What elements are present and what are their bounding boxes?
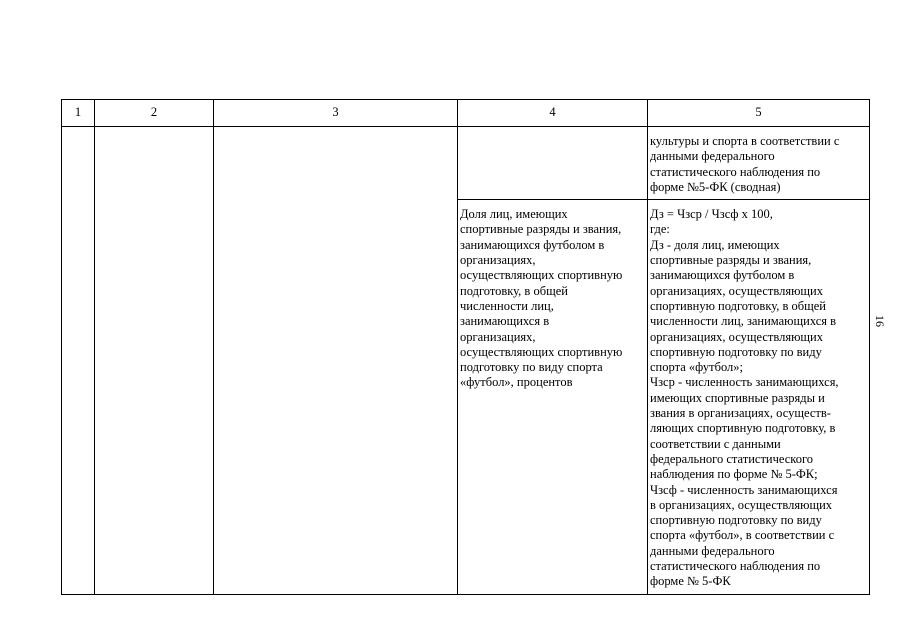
table-row — [62, 127, 870, 200]
column-header-2: 2 — [95, 100, 214, 127]
table-cell-col1 — [62, 127, 95, 595]
column-header-5: 5 — [648, 100, 870, 127]
table-cell-col3 — [214, 127, 458, 595]
indicator-name-cell: Доля лиц, имеющих спортивные разряды и звания, занимающихся футболом в организациях, осуществляющих спортивную подготовку, в общей численности лиц, занимающихся в организациях, осуществляющих спортивную подготовку по виду спорта «футбол», процентов — [458, 200, 648, 594]
table-header-row — [62, 100, 870, 127]
table-cell-col5: культуры и спорта в соответствии с данными федерального статистического наблюдения по форме №5-ФК (сводная) — [648, 127, 870, 200]
formula-cell: Дз = Чзср / Чзсф х 100, где: Дз - доля лиц, имеющих спортивные разряды и звания, занимающихся футболом в организациях, осуществляющих спортивную подготовку, в общей численности лиц, занимающихся в организациях, осуществляющих спортивную подготовку по виду спорта «футбол»; Чзср - численность занимающихся, имеющих спортивные разряды и звания в организациях, осуществ- ляющих спортивную подготовку, в соответствии с данными федерального статистического наблюдения по форме № 5-ФК; Чзсф - численность занимающихся в организациях, осуществляющих спортивную подготовку по виду спорта «футбол», в соответствии с данными федерального статистического наблюдения по форме № 5-ФК — [648, 200, 870, 594]
data-table — [61, 99, 870, 595]
table-cell-col2 — [95, 127, 214, 595]
column-header-4: 4 — [458, 100, 648, 127]
table-cell-col4 — [458, 127, 648, 200]
column-header-3: 3 — [214, 100, 458, 127]
page-number: 16 — [873, 315, 887, 327]
column-header-1: 1 — [62, 100, 95, 127]
